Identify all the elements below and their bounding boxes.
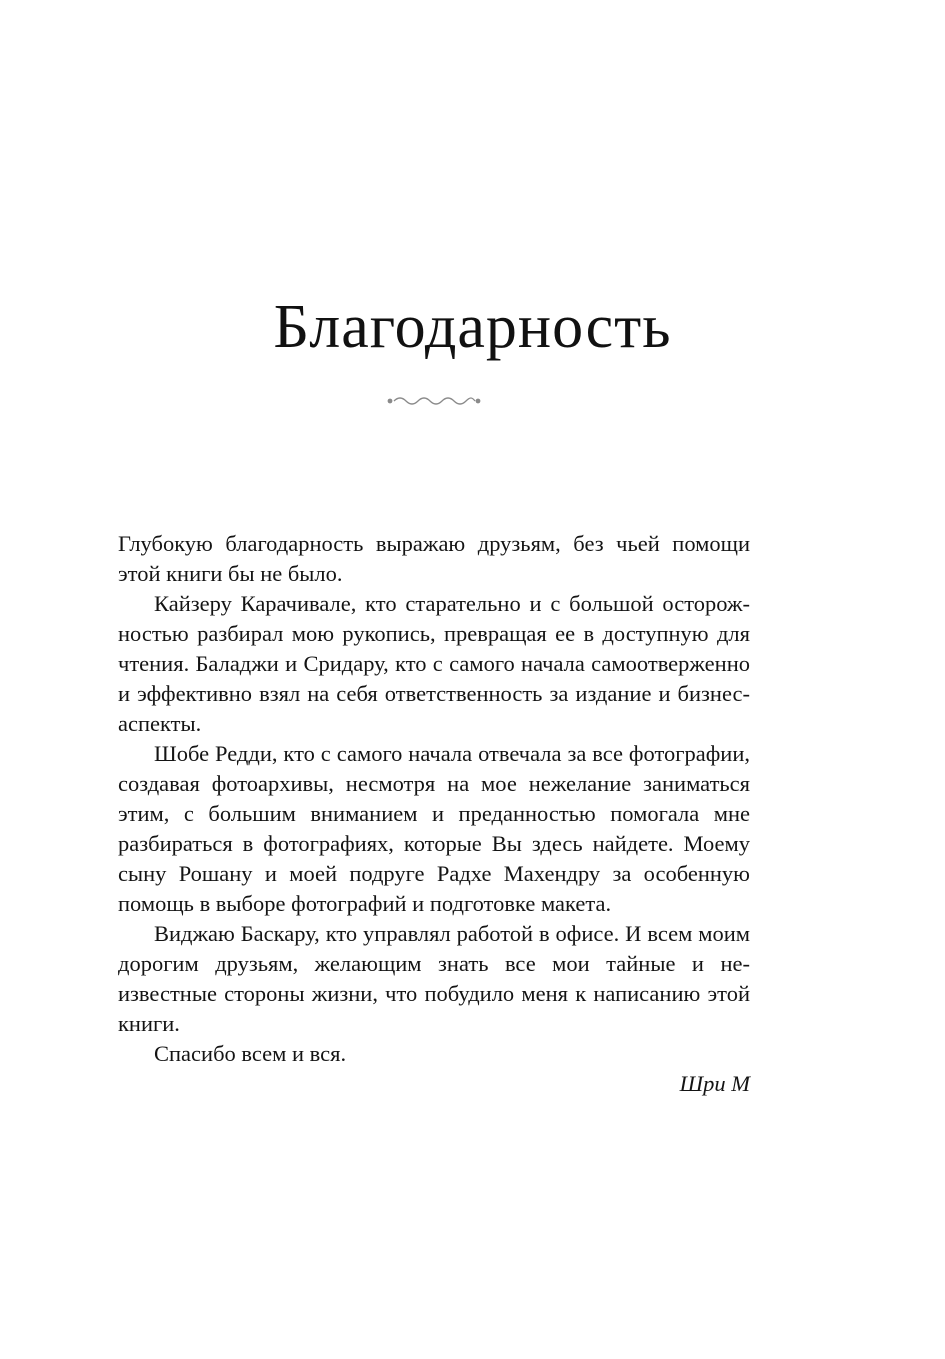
paragraph-intro: Глубокую благодарность выражаю друзьям, без чьей помощи этой книги бы не было. (118, 531, 750, 586)
paragraph-reddy: Шобе Редди, кто с самого начала отвечала за все фотографии, создавая фотоархивы, несмотря на мое нежелание заниматься этим, с большим вниманием и преданностью помогала мне разбираться в фотографиях, которые Вы здесь найдете. Моему сыну Рошану и моей подруге Радхе Махендру за особенную помощь в выборе фотографий и подготовке макета. (118, 741, 750, 916)
page-title: Благодарность (273, 293, 672, 361)
paragraph-karachivala: Кайзеру Карачивале, кто старательно и с большой осторожностью разбирал мою рукопись, превращая ее в доступную для чтения. Баладжи и Сридару, кто с самого начала самоотверженно и эффективно взял на себя ответственность за издание и бизнес-аспекты. (118, 591, 750, 736)
paragraph-thanks: Спасибо всем и вся. (154, 1041, 347, 1066)
author-signature: Шри М (679, 1071, 750, 1096)
paragraph-baskar: Виджаю Баскару, кто управлял работой в офисе. И всем моим дорогим друзьям, желающим знать все мои тайные и неизвестные стороны жизни, что побудило меня к написанию этой книги. (118, 921, 750, 1036)
decorative-flourish-icon (386, 394, 482, 408)
acknowledgements-text (118, 529, 750, 1099)
